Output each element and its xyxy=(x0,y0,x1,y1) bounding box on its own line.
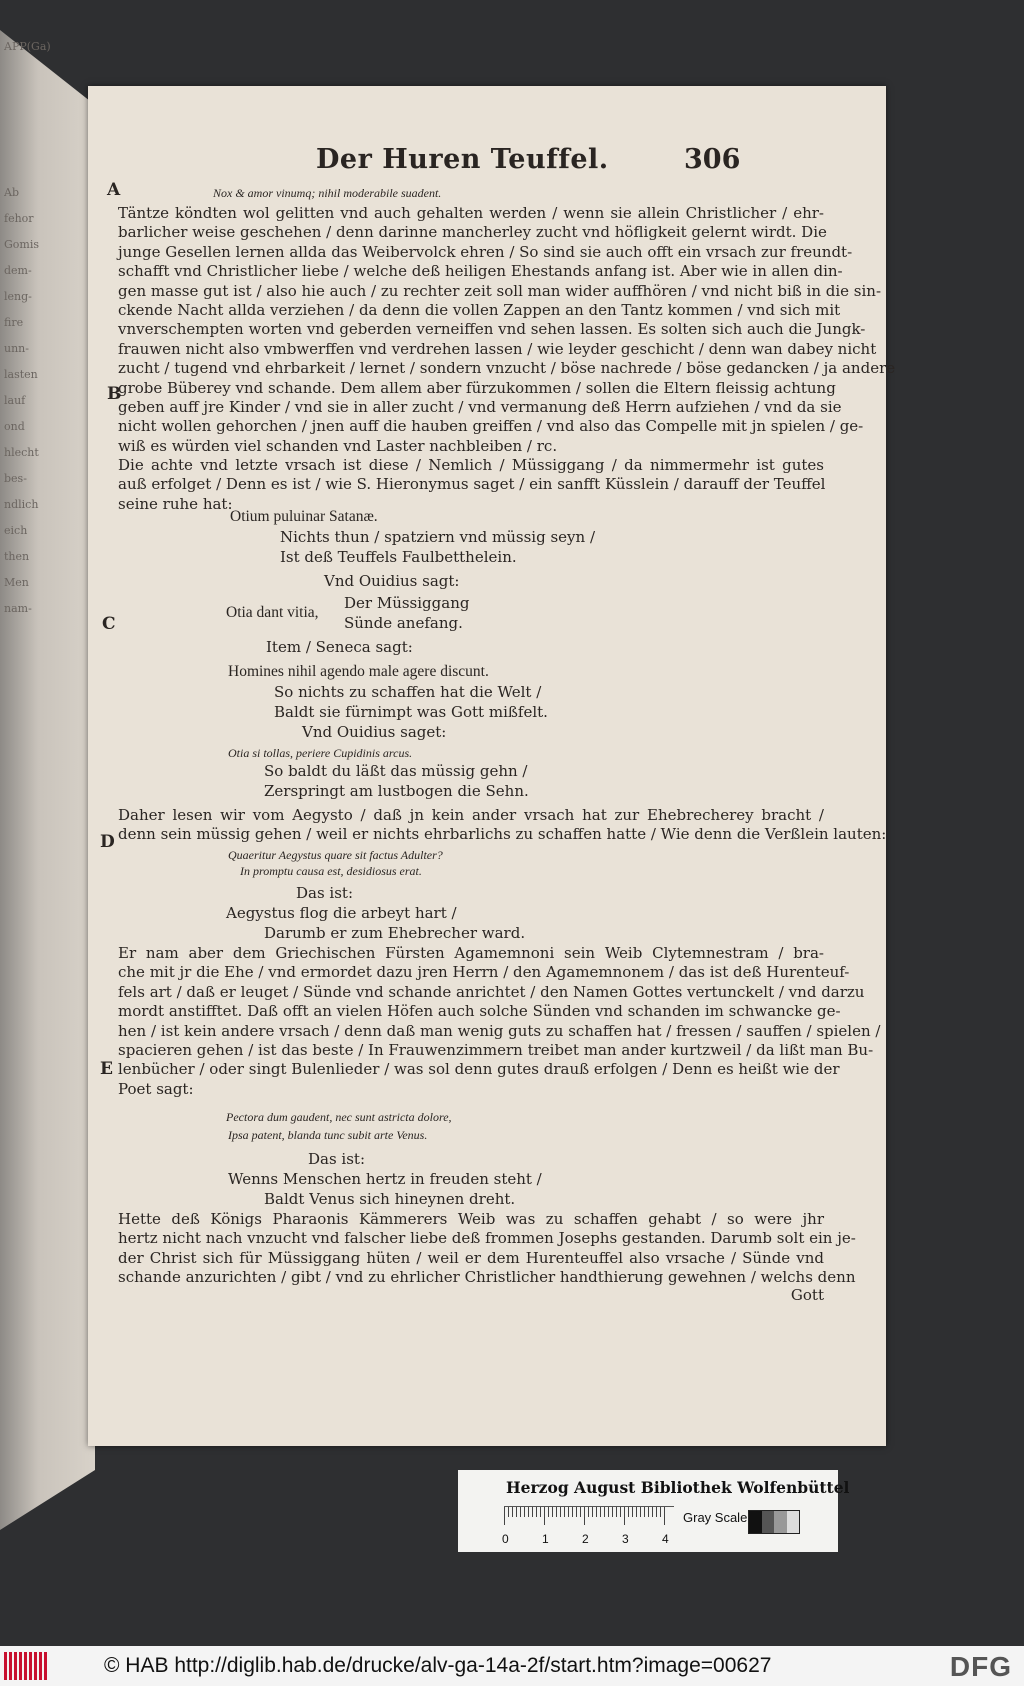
para1-line: geben auff jre Kinder / vnd sie in aller zucht / vnd vermanung deß Herrn aufziehen / vnd da sie xyxy=(118,398,842,417)
page-number: 306 xyxy=(684,144,741,175)
para1-line: grobe Büberey vnd schande. Dem allem aber fürzukommen / sollen die Eltern fleissig achtung xyxy=(118,378,836,397)
gray-scale-swatches xyxy=(748,1510,800,1534)
seneca-intro: Item / Seneca sagt: xyxy=(266,638,413,656)
ruler-tick xyxy=(532,1507,533,1517)
facing-page-fragment: leng- xyxy=(4,290,32,303)
margin-letter-c: C xyxy=(102,614,116,634)
ruler-tick xyxy=(528,1507,529,1517)
ruler-tick xyxy=(568,1507,569,1517)
ruler-tick xyxy=(652,1507,653,1517)
ruler-tick xyxy=(632,1507,633,1517)
margin-letter-e: E xyxy=(100,1059,113,1079)
ruler-tick xyxy=(504,1507,505,1525)
ruler-tick xyxy=(596,1507,597,1517)
ovid-de-1b: Sünde anefang. xyxy=(344,614,463,632)
para1-line: ckende Nacht allda verziehen / da denn die vollen Zappen an den Tantz kommen / vnd sich mit xyxy=(118,301,841,320)
para2-line: Die achte vnd letzte vrsach ist diese / Nemlich / Müssiggang / da nimmermehr ist gutes xyxy=(118,456,824,474)
para3-line: denn sein müssig gehen / weil er nichts ehrbarlichs zu schaffen hatte / Wie denn die Verßlein lauten: xyxy=(118,825,887,844)
para1-line: Täntze köndten wol gelitten vnd auch gehalten werden / wenn sie allein Christlicher / ehr- xyxy=(118,204,824,222)
para1-line: schafft vnd Christlicher liebe / welche deß heiligen Ehestands anfang ist. Aber wie in allen din- xyxy=(118,262,843,281)
ruler-tick xyxy=(620,1507,621,1517)
ruler-tick xyxy=(664,1507,665,1525)
ruler-tick xyxy=(524,1507,525,1517)
facing-page-fragment: ond xyxy=(4,420,25,433)
ruler-tick xyxy=(576,1507,577,1517)
ruler-tick xyxy=(660,1507,661,1517)
paragraph-1 xyxy=(118,204,896,456)
gray-swatch xyxy=(762,1511,775,1533)
para5-line: Hette deß Königs Pharaonis Kämmerers Weib was zu schaffen gehabt / so were jhr xyxy=(118,1210,824,1228)
running-head-title: Der Huren Teuffel. xyxy=(316,144,609,175)
gray-swatch xyxy=(749,1511,762,1533)
aegyst-latin-a: Quaeritur Aegystus quare sit factus Adulter? xyxy=(228,848,443,862)
para4-line: spacieren gehen / ist das beste / In Frauwenzimmern treibet man ander kurtzweil / da lißt man Bu- xyxy=(118,1041,874,1060)
ruler-tick xyxy=(520,1507,521,1517)
ruler-tick xyxy=(624,1507,625,1525)
para1-line: vnverschempten worten vnd geberden verneiffen vnd sehen lassen. Es solten sich auch die Jungk- xyxy=(118,320,866,339)
scale-ruler xyxy=(504,1506,674,1527)
ruler-tick xyxy=(584,1507,585,1525)
footer-url[interactable]: © HAB http://diglib.hab.de/drucke/alv-ga-14a-2f/start.htm?image=00627 xyxy=(104,1654,772,1677)
para2-line: auß erfolget / Denn es ist / wie S. Hieronymus saget / ein sanfft Küsslein / darauff der Teuffel xyxy=(118,475,826,494)
facing-page-fragment: Gomis xyxy=(4,238,40,251)
verse-latin-1: Otium puluinar Satanæ. xyxy=(230,508,378,525)
ruler-tick xyxy=(592,1507,593,1517)
paragraph-4 xyxy=(118,944,881,1099)
margin-letter-d: D xyxy=(100,832,115,852)
scale-num-3: 3 xyxy=(622,1532,629,1546)
ruler-tick xyxy=(612,1507,613,1517)
para1-line: barlicher weise geschehen / denn darinne mancherley zucht vnd höfligkeit gelernt wirdt. Die xyxy=(118,223,827,242)
para1-line: nicht wollen gehorchen / jnen auff die hauben greiffen / vnd also das Compelle mit jn spielen / ge- xyxy=(118,417,864,436)
paragraph-3 xyxy=(118,806,887,845)
ruler-tick xyxy=(648,1507,649,1517)
facing-page-fragment: nam- xyxy=(4,602,32,615)
facing-page-fragment: lauf xyxy=(4,394,26,407)
scale-num-2: 2 xyxy=(582,1532,589,1546)
facing-page-fragment: bes- xyxy=(4,472,27,485)
gray-swatch xyxy=(787,1511,800,1533)
para4-line: lenbücher / oder singt Bulenlieder / was sol denn gutes drauß erfolgen / Denn es heißt wie der xyxy=(118,1060,840,1079)
calibration-card xyxy=(458,1470,850,1552)
ruler-tick xyxy=(536,1507,537,1517)
para4-line: fels art / daß er leuget / Sünde vnd schande anrichtet / den Namen Gottes vertunckelt / vnd darzu xyxy=(118,982,865,1001)
ruler-tick xyxy=(560,1507,561,1517)
facing-page-fragment: eich xyxy=(4,524,28,537)
ruler-tick xyxy=(588,1507,589,1517)
para3-line: Daher lesen wir vom Aegysto / daß jn kein ander vrsach hat zur Ehebrecherey bracht / xyxy=(118,806,824,824)
facing-page-fragment: fehor xyxy=(4,212,34,225)
ruler-tick xyxy=(600,1507,601,1517)
ruler-tick xyxy=(548,1507,549,1517)
ruler-tick xyxy=(644,1507,645,1517)
ruler-tick xyxy=(540,1507,541,1517)
gray-swatch xyxy=(774,1511,787,1533)
para4-line: mordt anstifftet. Daß offt an vielen Höfen auch solche Sünden vnd schanden im schwancke ge- xyxy=(118,1002,841,1021)
ruler-tick xyxy=(604,1507,605,1517)
seneca-de-b: Baldt sie fürnimpt was Gott mißfelt. xyxy=(274,703,548,721)
gray-scale-label: Gray Scale xyxy=(683,1510,748,1525)
poet-de-b: Baldt Venus sich hineynen dreht. xyxy=(264,1190,516,1208)
facing-page-fragment: dem- xyxy=(4,264,32,277)
ruler-tick xyxy=(564,1507,565,1517)
seneca-de-a: So nichts zu schaffen hat die Welt / xyxy=(274,683,542,701)
poet-de-a: Wenns Menschen hertz in freuden steht / xyxy=(228,1170,542,1188)
catchword: Gott xyxy=(790,1286,824,1304)
dfg-logo: DFG xyxy=(949,1651,1012,1682)
verse-de-1a: Nichts thun / spatziern vnd müssig seyn / xyxy=(280,528,596,546)
ovid-intro-2: Vnd Ouidius saget: xyxy=(302,723,447,741)
ovid-latin-1: Otia dant vitia, xyxy=(226,604,319,621)
ovid-latin-2: Otia si tollas, periere Cupidinis arcus. xyxy=(228,746,413,760)
para4-line: hen / ist kein andere vrsach / denn daß man wenig guts zu schaffen hat / fressen / sauffen / spielen / xyxy=(118,1021,881,1040)
das-ist-2: Das ist: xyxy=(308,1150,366,1168)
verse-de-1b: Ist deß Teuffels Faulbetthelein. xyxy=(280,548,517,566)
facing-page-fragment: lasten xyxy=(4,368,38,381)
ruler-tick xyxy=(544,1507,545,1525)
library-name: Herzog August Bibliothek Wolfenbüttel xyxy=(506,1478,850,1497)
margin-letter-b: B xyxy=(107,384,122,404)
facing-page-edge xyxy=(0,30,95,1530)
para1-line: gen masse gut ist / also hie auch / zu rechter zeit soll man wider auffhören / vnd nicht biß in die sin- xyxy=(118,281,882,300)
aegyst-de-b: Darumb er zum Ehebrecher ward. xyxy=(264,924,526,942)
facing-page-fragment: fire xyxy=(4,316,24,329)
aegyst-latin-b: In promptu causa est, desidiosus erat. xyxy=(240,864,422,878)
facing-page-fragment: APP(Ga) xyxy=(4,40,51,53)
book-page xyxy=(88,86,896,1446)
ruler-tick xyxy=(616,1507,617,1517)
facing-page-fragment: then xyxy=(4,550,30,563)
ruler-tick xyxy=(640,1507,641,1517)
ruler-tick xyxy=(608,1507,609,1517)
facing-page-fragment: Men xyxy=(4,576,29,589)
das-ist-1: Das ist: xyxy=(296,884,354,902)
footer-bar xyxy=(0,1646,1024,1686)
para4-line: che mit jr die Ehe / vnd ermordet dazu jren Herrn / den Agamemnonem / das ist deß Hurenteuf- xyxy=(118,963,850,982)
para4-line: Er nam aber dem Griechischen Fürsten Agamemnoni sein Weib Clytemnestram / bra- xyxy=(118,944,824,962)
ruler-tick xyxy=(580,1507,581,1517)
facing-page-fragment: ndlich xyxy=(4,498,39,511)
para2-line: seine ruhe hat: xyxy=(118,494,233,513)
scale-num-1: 1 xyxy=(542,1532,549,1546)
facing-page-fragment: Ab xyxy=(4,186,19,199)
paragraph-5 xyxy=(118,1210,856,1288)
para5-line: schande anzurichten / gibt / vnd zu ehrlicher Christlicher handthierung gewehnen / welchs denn xyxy=(118,1268,856,1287)
hab-barcode-icon xyxy=(4,1652,48,1680)
ruler-tick xyxy=(636,1507,637,1517)
margin-letter-a: A xyxy=(107,180,121,200)
ovid-de-2b: Zerspringt am lustbogen die Sehn. xyxy=(264,782,529,800)
scale-num-4: 4 xyxy=(662,1532,669,1546)
ruler-tick xyxy=(552,1507,553,1517)
para5-line: hertz nicht nach vnzucht vnd falscher liebe deß frommen Josephs gestanden. Darumb solt ein je- xyxy=(118,1229,856,1248)
facing-page-fragment: unn- xyxy=(4,342,29,355)
ruler-tick xyxy=(556,1507,557,1517)
paragraph-2 xyxy=(118,456,838,514)
aegyst-de-a: Aegystus flog die arbeyt hart / xyxy=(226,904,457,922)
ovid-de-2a: So baldt du läßt das müssig gehn / xyxy=(264,762,528,780)
poet-latin-b: Ipsa patent, blanda tunc subit arte Venus. xyxy=(228,1128,428,1142)
ruler-tick xyxy=(508,1507,509,1517)
ruler-tick xyxy=(572,1507,573,1517)
ruler-tick xyxy=(656,1507,657,1517)
para1-line: zucht / tugend vnd ehrbarkeit / lernet / sondern vnzucht / böse nachrede / böse gedancken / ja andere xyxy=(118,359,896,378)
seneca-latin: Homines nihil agendo male agere discunt. xyxy=(228,663,489,680)
para5-line: der Christ sich für Müssiggang hüten / weil er dem Hurenteuffel also vrsache / Sünde vnd xyxy=(118,1248,824,1267)
scale-num-0: 0 xyxy=(502,1532,509,1546)
para1-line: frauwen nicht also vmbwerffen vnd verdrehen lassen / wie leyder geschicht / denn wan dabey nicht xyxy=(118,339,877,358)
ruler-tick xyxy=(512,1507,513,1517)
motto: Nox & amor vinumq; nihil moderabile suadent. xyxy=(213,186,442,200)
para4-line: Poet sagt: xyxy=(118,1079,194,1098)
ruler-tick xyxy=(628,1507,629,1517)
para1-line: wiß es würden viel schanden vnd Laster nachbleiben / rc. xyxy=(118,436,558,455)
ovid-de-1a: Der Müssiggang xyxy=(344,594,470,612)
para1-line: junge Gesellen lernen allda das Weibervolck ehren / So sind sie auch offt ein vrsach zur freundt- xyxy=(118,242,853,261)
poet-latin-a: Pectora dum gaudent, nec sunt astricta dolore, xyxy=(226,1110,452,1124)
ovid-intro-1: Vnd Ouidius sagt: xyxy=(324,572,460,590)
ruler-tick xyxy=(516,1507,517,1517)
facing-page-fragment: hlecht xyxy=(4,446,39,459)
